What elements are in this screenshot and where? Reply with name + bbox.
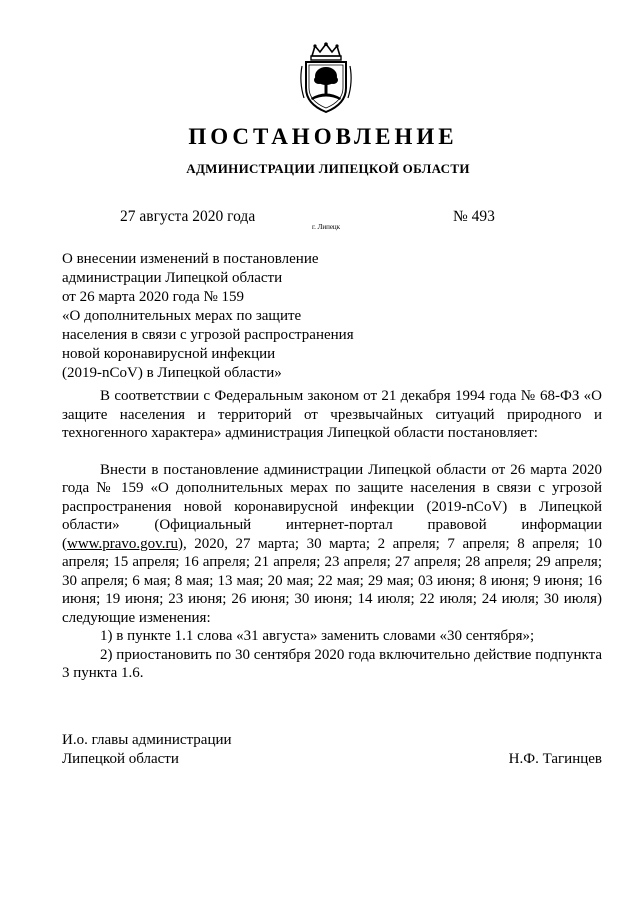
preamble-paragraph: В соответствии с Федеральным законом от 21 декабря 1994 года № 68-ФЗ «О защите населения и территорий от чрезвычайных ситуаций природного и техногенного характера» администрация Липецкой области постановляет:: [62, 388, 602, 441]
heading-line: (2019-nCoV) в Липецкой области»: [62, 365, 282, 381]
item-2-paragraph: 2) приостановить по 30 сентября 2020 года включительно действие подпункта 3 пункта 1.6.: [62, 646, 602, 681]
signatory-position-line-1: И.о. главы администрации: [62, 732, 232, 748]
heading-line: населения в связи с угрозой распространения: [62, 327, 354, 343]
heading-line: администрации Липецкой области: [62, 270, 283, 286]
item-1-paragraph: 1) в пункте 1.1 слова «31 августа» заменить словами «30 сентября»;: [100, 628, 535, 644]
document-city: г. Липецк: [312, 223, 341, 231]
lipetsk-coat-of-arms-icon: [296, 42, 356, 114]
document-date: 27 августа 2020 года: [120, 208, 256, 225]
heading-line: О внесении изменений в постановление: [62, 251, 319, 267]
document-number: № 493: [453, 208, 495, 225]
document-subtitle: АДМИНИСТРАЦИИ ЛИПЕЦКОЙ ОБЛАСТИ: [186, 161, 470, 176]
heading-line: от 26 марта 2020 года № 159: [62, 289, 245, 305]
document-heading: [62, 250, 402, 383]
main-paragraph: [62, 461, 602, 628]
main-text-before-link: Внести в постановление администрации Липецкой области от 26 марта 2020 года № 159 «О дополнительных мерах по защите населения в связи с угрозой распространения новой коронавирусной инфекции (2019-nCoV) в Липецкой области» (Официальный интернет-портал правовой информации (: [62, 461, 602, 552]
pravo-link[interactable]: www.pravo.gov.ru: [67, 535, 178, 552]
signature-block: [62, 731, 602, 769]
signatory-position-line-2: Липецкой области: [62, 751, 179, 767]
heading-line: новой коронавирусной инфекции: [62, 346, 276, 362]
signatory-name: Н.Ф. Тагинцев: [508, 751, 602, 767]
document-body: [62, 387, 602, 683]
main-text-after-link: ), 2020, 27 марта; 30 марта; 2 апреля; 7 апреля; 8 апреля; 10 апреля; 15 апреля; 16 апреля; 21 апреля; 23 апреля; 27 апреля; 28 апреля; 29 апреля; 30 апреля; 6 мая; 8 мая; 13 мая; 20 мая; 22 мая; 29 мая; 03 июня; 8 июня; 9 июня; 16 июня; 19 июня; 23 июня; 26 июня; 30 июня; 14 июля; 22 июля; 24 июля; 30 июля) следующие изменения:: [62, 535, 602, 626]
heading-line: «О дополнительных мерах по защите: [62, 308, 302, 324]
document-title: ПОСТАНОВЛЕНИЕ: [188, 124, 458, 149]
